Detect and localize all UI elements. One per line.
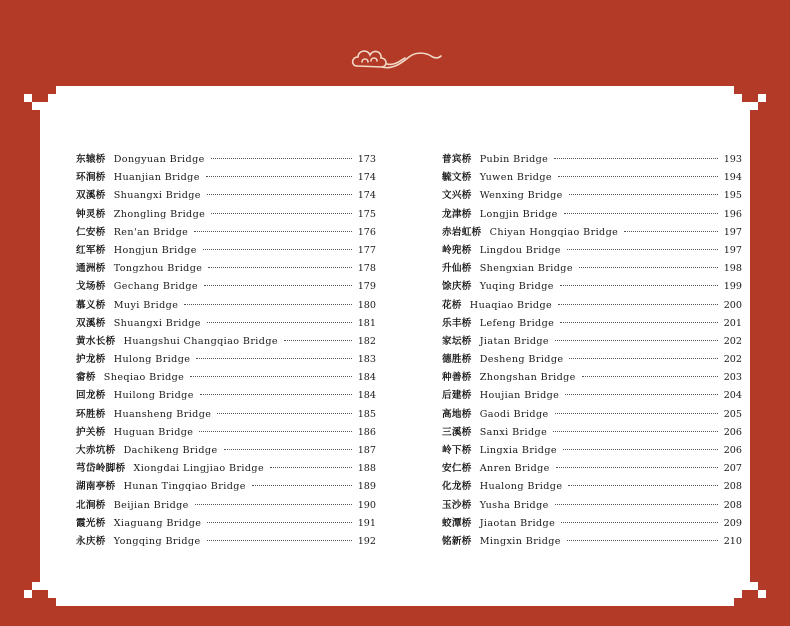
entry-page-number: 197 — [723, 226, 742, 238]
dot-leader — [203, 249, 352, 250]
entry-chinese-name: 德胜桥 — [442, 354, 472, 366]
entry-chinese-name: 黄水长桥 — [76, 335, 116, 347]
dot-leader — [556, 467, 718, 468]
dot-leader — [206, 176, 352, 177]
entry-chinese-name: 红军桥 — [76, 244, 106, 256]
entry-page-number: 191 — [357, 517, 376, 529]
frame-accent — [24, 94, 32, 102]
dot-leader — [207, 322, 352, 323]
entry-english-name: Yuwen Bridge — [479, 172, 552, 184]
entry-chinese-name: 双溪桥 — [76, 190, 106, 202]
toc-entry[interactable] — [76, 369, 376, 387]
dot-leader — [207, 540, 352, 541]
entry-english-name: Lefeng Bridge — [479, 317, 555, 329]
dot-leader — [568, 485, 717, 486]
entry-page-number: 201 — [723, 317, 742, 329]
entry-page-number: 197 — [723, 244, 742, 256]
entry-english-name: Sheqiao Bridge — [103, 372, 185, 384]
entry-chinese-name: 文兴桥 — [442, 190, 472, 202]
entry-page-number: 199 — [723, 281, 742, 293]
toc-entry[interactable] — [442, 297, 742, 315]
toc-right-column — [442, 151, 742, 551]
entry-english-name: Yusha Bridge — [479, 499, 549, 511]
dot-leader — [211, 213, 351, 214]
entry-english-name: Huaqiao Bridge — [469, 299, 553, 311]
entry-chinese-name: 芎岱岭脚桥 — [76, 463, 126, 475]
toc-entry[interactable] — [76, 169, 376, 187]
entry-chinese-name: 安仁桥 — [442, 463, 472, 475]
toc-entry[interactable] — [442, 224, 742, 242]
entry-english-name: Ren'an Bridge — [113, 226, 189, 238]
toc-entry[interactable] — [76, 424, 376, 442]
entry-page-number: 192 — [357, 535, 376, 547]
entry-page-number: 204 — [723, 390, 742, 402]
frame-accent — [750, 582, 758, 590]
dot-leader — [195, 504, 352, 505]
entry-chinese-name: 毓文桥 — [442, 172, 472, 184]
toc-entry[interactable] — [442, 424, 742, 442]
frame-accent — [758, 590, 766, 598]
entry-chinese-name: 三溪桥 — [442, 426, 472, 438]
toc-entry[interactable] — [76, 351, 376, 369]
toc-entry[interactable] — [76, 478, 376, 496]
toc-entry[interactable] — [76, 224, 376, 242]
entry-chinese-name: 升仙桥 — [442, 263, 472, 275]
toc-entry[interactable] — [442, 406, 742, 424]
entry-page-number: 175 — [357, 208, 376, 220]
entry-english-name: Muyi Bridge — [113, 299, 179, 311]
entry-page-number: 185 — [357, 408, 376, 420]
toc-entry[interactable] — [442, 260, 742, 278]
entry-chinese-name: 龙津桥 — [442, 208, 472, 220]
dot-leader — [554, 158, 717, 159]
entry-chinese-name: 赤岩虹桥 — [442, 226, 482, 238]
entry-english-name: Xiaguang Bridge — [113, 517, 202, 529]
dot-leader — [565, 394, 717, 395]
entry-english-name: Shengxian Bridge — [479, 263, 573, 275]
entry-english-name: Wenxing Bridge — [479, 190, 563, 202]
dot-leader — [564, 213, 718, 214]
entry-chinese-name: 铭新桥 — [442, 535, 472, 547]
toc-entry[interactable] — [76, 297, 376, 315]
entry-chinese-name: 花桥 — [442, 299, 462, 311]
dot-leader — [561, 522, 718, 523]
entry-page-number: 174 — [357, 172, 376, 184]
toc-entry[interactable] — [442, 497, 742, 515]
dot-leader — [207, 194, 352, 195]
entry-english-name: Lingxia Bridge — [479, 445, 557, 456]
entry-page-number: 186 — [357, 426, 376, 438]
entry-english-name: Beijian Bridge — [113, 499, 189, 511]
entry-english-name: Pubin Bridge — [479, 154, 549, 165]
toc-entry[interactable] — [76, 533, 376, 551]
entry-english-name: Dongyuan Bridge — [113, 154, 205, 165]
toc-entry[interactable] — [442, 369, 742, 387]
entry-page-number: 198 — [723, 263, 742, 275]
entry-chinese-name: 霞光桥 — [76, 517, 106, 529]
entry-page-number: 184 — [357, 372, 376, 384]
toc-entry[interactable] — [76, 497, 376, 515]
entry-page-number: 187 — [357, 445, 376, 456]
entry-page-number: 174 — [357, 190, 376, 202]
entry-english-name: Yuqing Bridge — [479, 281, 554, 293]
entry-page-number: 208 — [723, 481, 742, 493]
dot-leader — [194, 231, 351, 232]
toc-entry[interactable] — [76, 515, 376, 533]
toc-entry[interactable] — [76, 460, 376, 478]
dot-leader — [558, 304, 718, 305]
entry-english-name: Huansheng Bridge — [113, 408, 212, 420]
toc-entry[interactable] — [442, 169, 742, 187]
entry-english-name: Hongjun Bridge — [113, 244, 197, 256]
entry-page-number: 182 — [357, 335, 376, 347]
entry-chinese-name: 乐丰桥 — [442, 317, 472, 329]
dot-leader — [579, 267, 718, 268]
dot-leader — [196, 358, 351, 359]
toc-entry[interactable] — [442, 187, 742, 205]
entry-english-name: Shuangxi Bridge — [113, 190, 201, 202]
entry-page-number: 178 — [357, 263, 376, 275]
frame-accent — [758, 94, 766, 102]
entry-page-number: 193 — [723, 154, 742, 165]
toc-entry[interactable] — [442, 315, 742, 333]
frame-accent — [32, 582, 40, 590]
dot-leader — [217, 413, 351, 414]
entry-page-number: 173 — [357, 154, 376, 165]
entry-page-number: 200 — [723, 299, 742, 311]
dot-leader — [252, 485, 352, 486]
entry-page-number: 195 — [723, 190, 742, 202]
toc-entry[interactable] — [76, 187, 376, 205]
toc-entry[interactable] — [442, 478, 742, 496]
entry-english-name: Hualong Bridge — [479, 481, 563, 493]
toc-entry[interactable] — [442, 442, 742, 460]
entry-english-name: Huanjian Bridge — [113, 172, 200, 184]
toc-entry[interactable] — [442, 151, 742, 169]
entry-page-number: 177 — [357, 244, 376, 256]
entry-english-name: Huangshui Changqiao Bridge — [123, 335, 278, 347]
entry-page-number: 194 — [723, 172, 742, 184]
dot-leader — [211, 158, 352, 159]
entry-page-number: 181 — [357, 317, 376, 329]
entry-chinese-name: 护关桥 — [76, 426, 106, 438]
toc-left-column — [76, 151, 376, 551]
entry-page-number: 205 — [723, 408, 742, 420]
entry-english-name: Anren Bridge — [479, 463, 550, 475]
entry-chinese-name: 家坛桥 — [442, 335, 472, 347]
dot-leader — [567, 249, 718, 250]
entry-chinese-name: 蛟潭桥 — [442, 517, 472, 529]
entry-chinese-name: 环涧桥 — [76, 172, 106, 184]
toc-entry[interactable] — [76, 333, 376, 351]
entry-chinese-name: 馀庆桥 — [442, 281, 472, 293]
dot-leader — [284, 340, 352, 341]
entry-english-name: Lingdou Bridge — [479, 244, 561, 256]
entry-english-name: Gaodi Bridge — [479, 408, 549, 420]
entry-chinese-name: 北涧桥 — [76, 499, 106, 511]
frame-accent — [24, 590, 32, 598]
entry-page-number: 190 — [357, 499, 376, 511]
dot-leader — [270, 467, 352, 468]
dot-leader — [555, 413, 718, 414]
entry-chinese-name: 钟灵桥 — [76, 208, 106, 220]
entry-page-number: 189 — [357, 481, 376, 493]
toc-entry[interactable] — [76, 442, 376, 460]
entry-english-name: Sanxi Bridge — [479, 426, 548, 438]
dot-leader — [555, 340, 718, 341]
dot-leader — [555, 504, 718, 505]
entry-page-number: 209 — [723, 517, 742, 529]
dot-leader — [624, 231, 717, 232]
entry-page-number: 179 — [357, 281, 376, 293]
toc-entry[interactable] — [76, 151, 376, 169]
entry-english-name: Jiatan Bridge — [479, 335, 549, 347]
entry-chinese-name: 慕义桥 — [76, 299, 106, 311]
entry-page-number: 203 — [723, 372, 742, 384]
entry-page-number: 207 — [723, 463, 742, 475]
entry-english-name: Longjin Bridge — [479, 208, 558, 220]
entry-english-name: Mingxin Bridge — [479, 535, 561, 547]
entry-english-name: Gechang Bridge — [113, 281, 198, 293]
entry-page-number: 183 — [357, 354, 376, 366]
toc-entry[interactable] — [442, 278, 742, 296]
dot-leader — [567, 540, 718, 541]
frame-accent — [750, 102, 758, 110]
entry-page-number: 210 — [723, 535, 742, 547]
entry-english-name: Xiongdai Lingjiao Bridge — [133, 463, 265, 475]
entry-page-number: 206 — [723, 426, 742, 438]
entry-chinese-name: 东辕桥 — [76, 154, 106, 165]
entry-chinese-name: 后建桥 — [442, 390, 472, 402]
dot-leader — [582, 376, 718, 377]
entry-english-name: Shuangxi Bridge — [113, 317, 201, 329]
entry-chinese-name: 通洲桥 — [76, 263, 106, 275]
toc-entry[interactable] — [76, 387, 376, 405]
toc-entry[interactable] — [76, 315, 376, 333]
entry-english-name: Yongqing Bridge — [113, 535, 201, 547]
dot-leader — [184, 304, 351, 305]
entry-chinese-name: 双溪桥 — [76, 317, 106, 329]
entry-chinese-name: 岭兜桥 — [442, 244, 472, 256]
entry-chinese-name: 高地桥 — [442, 408, 472, 420]
entry-page-number: 196 — [723, 208, 742, 220]
entry-page-number: 176 — [357, 226, 376, 238]
dot-leader — [190, 376, 351, 377]
entry-chinese-name: 环胜桥 — [76, 408, 106, 420]
toc-entry[interactable] — [442, 533, 742, 551]
toc-entry[interactable] — [76, 260, 376, 278]
cloud-scroll-icon — [347, 40, 443, 80]
entry-chinese-name: 普宾桥 — [442, 154, 472, 165]
entry-page-number: 206 — [723, 445, 742, 456]
dot-leader — [200, 394, 352, 395]
entry-english-name: Tongzhou Bridge — [113, 263, 203, 275]
entry-english-name: Jiaotan Bridge — [479, 517, 556, 529]
dot-leader — [560, 322, 717, 323]
frame-accent — [32, 102, 40, 110]
dot-leader — [224, 449, 352, 450]
dot-leader — [569, 358, 717, 359]
entry-english-name: Huilong Bridge — [113, 390, 194, 402]
entry-chinese-name: 玉沙桥 — [442, 499, 472, 511]
toc-entry[interactable] — [442, 387, 742, 405]
dot-leader — [563, 449, 718, 450]
dot-leader — [569, 194, 718, 195]
entry-chinese-name: 大赤坑桥 — [76, 445, 116, 456]
toc-entry[interactable] — [442, 333, 742, 351]
dot-leader — [208, 267, 351, 268]
entry-page-number: 202 — [723, 354, 742, 366]
entry-english-name: Huguan Bridge — [113, 426, 194, 438]
entry-page-number: 202 — [723, 335, 742, 347]
toc-entry[interactable] — [442, 515, 742, 533]
toc-entry[interactable] — [76, 242, 376, 260]
entry-page-number: 184 — [357, 390, 376, 402]
entry-chinese-name: 戈场桥 — [76, 281, 106, 293]
entry-english-name: Zhongling Bridge — [113, 208, 206, 220]
entry-chinese-name: 仁安桥 — [76, 226, 106, 238]
entry-chinese-name: 护龙桥 — [76, 354, 106, 366]
entry-chinese-name: 化龙桥 — [442, 481, 472, 493]
entry-english-name: Chiyan Hongqiao Bridge — [489, 226, 619, 238]
entry-chinese-name: 回龙桥 — [76, 390, 106, 402]
dot-leader — [207, 522, 351, 523]
dot-leader — [560, 285, 718, 286]
entry-english-name: Zhongshan Bridge — [479, 372, 576, 384]
toc-entry[interactable] — [76, 406, 376, 424]
entry-chinese-name: 湖南亭桥 — [76, 481, 116, 493]
entry-chinese-name: 岭下桥 — [442, 445, 472, 456]
entry-page-number: 180 — [357, 299, 376, 311]
toc-entry[interactable] — [76, 206, 376, 224]
entry-page-number: 188 — [357, 463, 376, 475]
toc-entry[interactable] — [442, 206, 742, 224]
toc-entry[interactable] — [442, 351, 742, 369]
entry-english-name: Dachikeng Bridge — [123, 445, 218, 456]
entry-chinese-name: 永庆桥 — [76, 535, 106, 547]
dot-leader — [199, 431, 351, 432]
entry-english-name: Hulong Bridge — [113, 354, 191, 366]
entry-page-number: 208 — [723, 499, 742, 511]
entry-english-name: Hunan Tingqiao Bridge — [123, 481, 246, 493]
dot-leader — [558, 176, 718, 177]
entry-chinese-name: 种善桥 — [442, 372, 472, 384]
entry-english-name: Desheng Bridge — [479, 354, 564, 366]
entry-chinese-name: 畲桥 — [76, 372, 96, 384]
entry-english-name: Houjian Bridge — [479, 390, 560, 402]
toc-entry[interactable] — [76, 278, 376, 296]
toc-entry[interactable] — [442, 242, 742, 260]
dot-leader — [553, 431, 718, 432]
toc-entry[interactable] — [442, 460, 742, 478]
dot-leader — [204, 285, 352, 286]
